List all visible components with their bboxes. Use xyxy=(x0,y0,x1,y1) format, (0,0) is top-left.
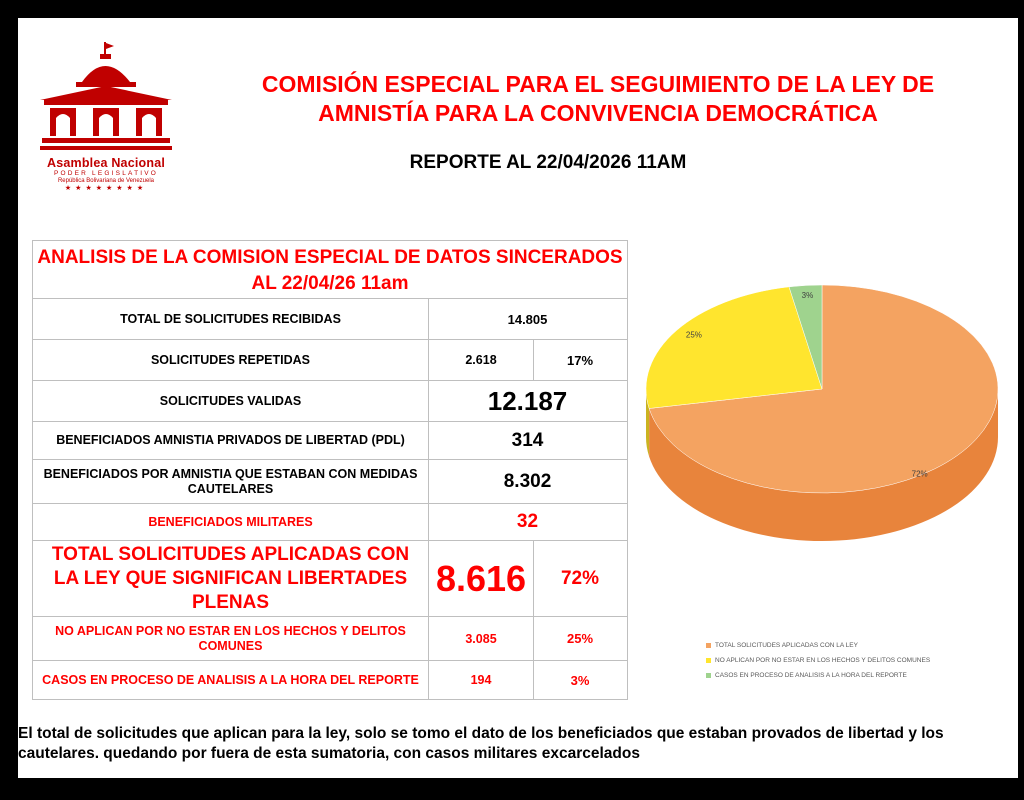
table-row xyxy=(33,460,627,504)
table-row xyxy=(33,617,627,661)
row-label: TOTAL SOLICITUDES APLICADAS CON LA LEY QUE SIGNIFICAN LIBERTADES PLENAS xyxy=(33,541,429,616)
pie-data-label: 3% xyxy=(801,290,814,300)
row-value: 32 xyxy=(516,511,539,532)
legend-item xyxy=(706,653,1006,668)
logo-subtitle: PODER LEGISLATIVO xyxy=(53,170,159,177)
pie-data-label: 25% xyxy=(685,330,702,340)
title-line-2: AMNISTÍA PARA LA CONVIVENCIA DEMOCRÁTICA xyxy=(318,100,878,126)
row-value: 314 xyxy=(511,429,544,451)
table-header xyxy=(33,241,627,299)
row-value: 3.085 xyxy=(429,617,534,660)
capitol-building-icon xyxy=(40,42,172,154)
data-table xyxy=(32,240,628,700)
legend-label: NO APLICAN POR NO ESTAR EN LOS HECHOS Y DELITOS COMUNES xyxy=(715,657,931,664)
asamblea-nacional-logo xyxy=(32,42,180,192)
logo-stars: ★★★★★★★★ xyxy=(64,185,148,192)
legend-item xyxy=(706,638,1006,653)
title-line-1: COMISIÓN ESPECIAL PARA EL SEGUIMIENTO DE LA LEY DE xyxy=(261,71,935,97)
legend-label: CASOS EN PROCESO DE ANALISIS A LA HORA DEL REPORTE xyxy=(715,672,907,679)
legend-swatch xyxy=(706,673,711,678)
pie-chart-svg xyxy=(625,222,1018,632)
row-percent: 17% xyxy=(566,352,594,368)
table-row xyxy=(33,340,627,381)
row-label: SOLICITUDES VALIDAS xyxy=(33,381,429,421)
table-row xyxy=(33,504,627,541)
row-label: SOLICITUDES REPETIDAS xyxy=(33,340,429,380)
row-value: 12.187 xyxy=(487,385,568,416)
table-row xyxy=(33,661,627,699)
row-value: 194 xyxy=(429,661,534,699)
table-row xyxy=(33,422,627,460)
row-value: 2.618 xyxy=(429,340,534,380)
report-date: REPORTE AL 22/04/2026 11AM xyxy=(409,152,687,173)
row-percent: 72% xyxy=(560,567,600,589)
pie-chart xyxy=(625,222,1018,698)
row-percent: 3% xyxy=(570,672,590,688)
row-label: CASOS EN PROCESO DE ANALISIS A LA HORA DEL REPORTE xyxy=(33,661,429,699)
legend-item xyxy=(706,668,1006,683)
row-label: TOTAL DE SOLICITUDES RECIBIDAS xyxy=(33,299,429,339)
table-header-line-1: ANALISIS DE LA COMISION ESPECIAL DE DATOS SINCERADOS xyxy=(37,247,623,268)
chart-legend xyxy=(706,638,1006,683)
legend-label: TOTAL SOLICITUDES APLICADAS CON LA LEY xyxy=(715,642,858,649)
row-label: BENEFICIADOS POR AMNISTIA QUE ESTABAN CON MEDIDAS CAUTELARES xyxy=(33,460,429,503)
row-label: BENEFICIADOS AMNISTIA PRIVADOS DE LIBERTAD (PDL) xyxy=(33,422,429,459)
logo-country: República Bolivariana de Venezuela xyxy=(57,178,155,184)
logo-name: Asamblea Nacional xyxy=(46,156,166,170)
report-slide xyxy=(18,18,1018,778)
row-value: 8.302 xyxy=(503,470,552,492)
footer-note: El total de solicitudes que aplican para la ley, solo se tomo el dato de los beneficiados que estaban provados de libertad y los cautelares. quedando por fuera de esta sumatoria, con casos militares excarcelados xyxy=(18,725,944,762)
row-label: BENEFICIADOS MILITARES xyxy=(33,504,429,540)
legend-swatch xyxy=(706,643,711,648)
row-percent: 25% xyxy=(566,631,594,646)
table-row xyxy=(33,541,627,617)
table-row xyxy=(33,381,627,422)
page-title xyxy=(198,70,998,128)
legend-swatch xyxy=(706,658,711,663)
pie-data-label: 72% xyxy=(911,469,928,479)
table-row xyxy=(33,299,627,340)
row-value: 14.805 xyxy=(507,311,548,327)
row-label: NO APLICAN POR NO ESTAR EN LOS HECHOS Y DELITOS COMUNES xyxy=(33,617,429,660)
row-value: 8.616 xyxy=(429,541,534,616)
table-header-line-2: AL 22/04/26 11am xyxy=(251,273,409,294)
